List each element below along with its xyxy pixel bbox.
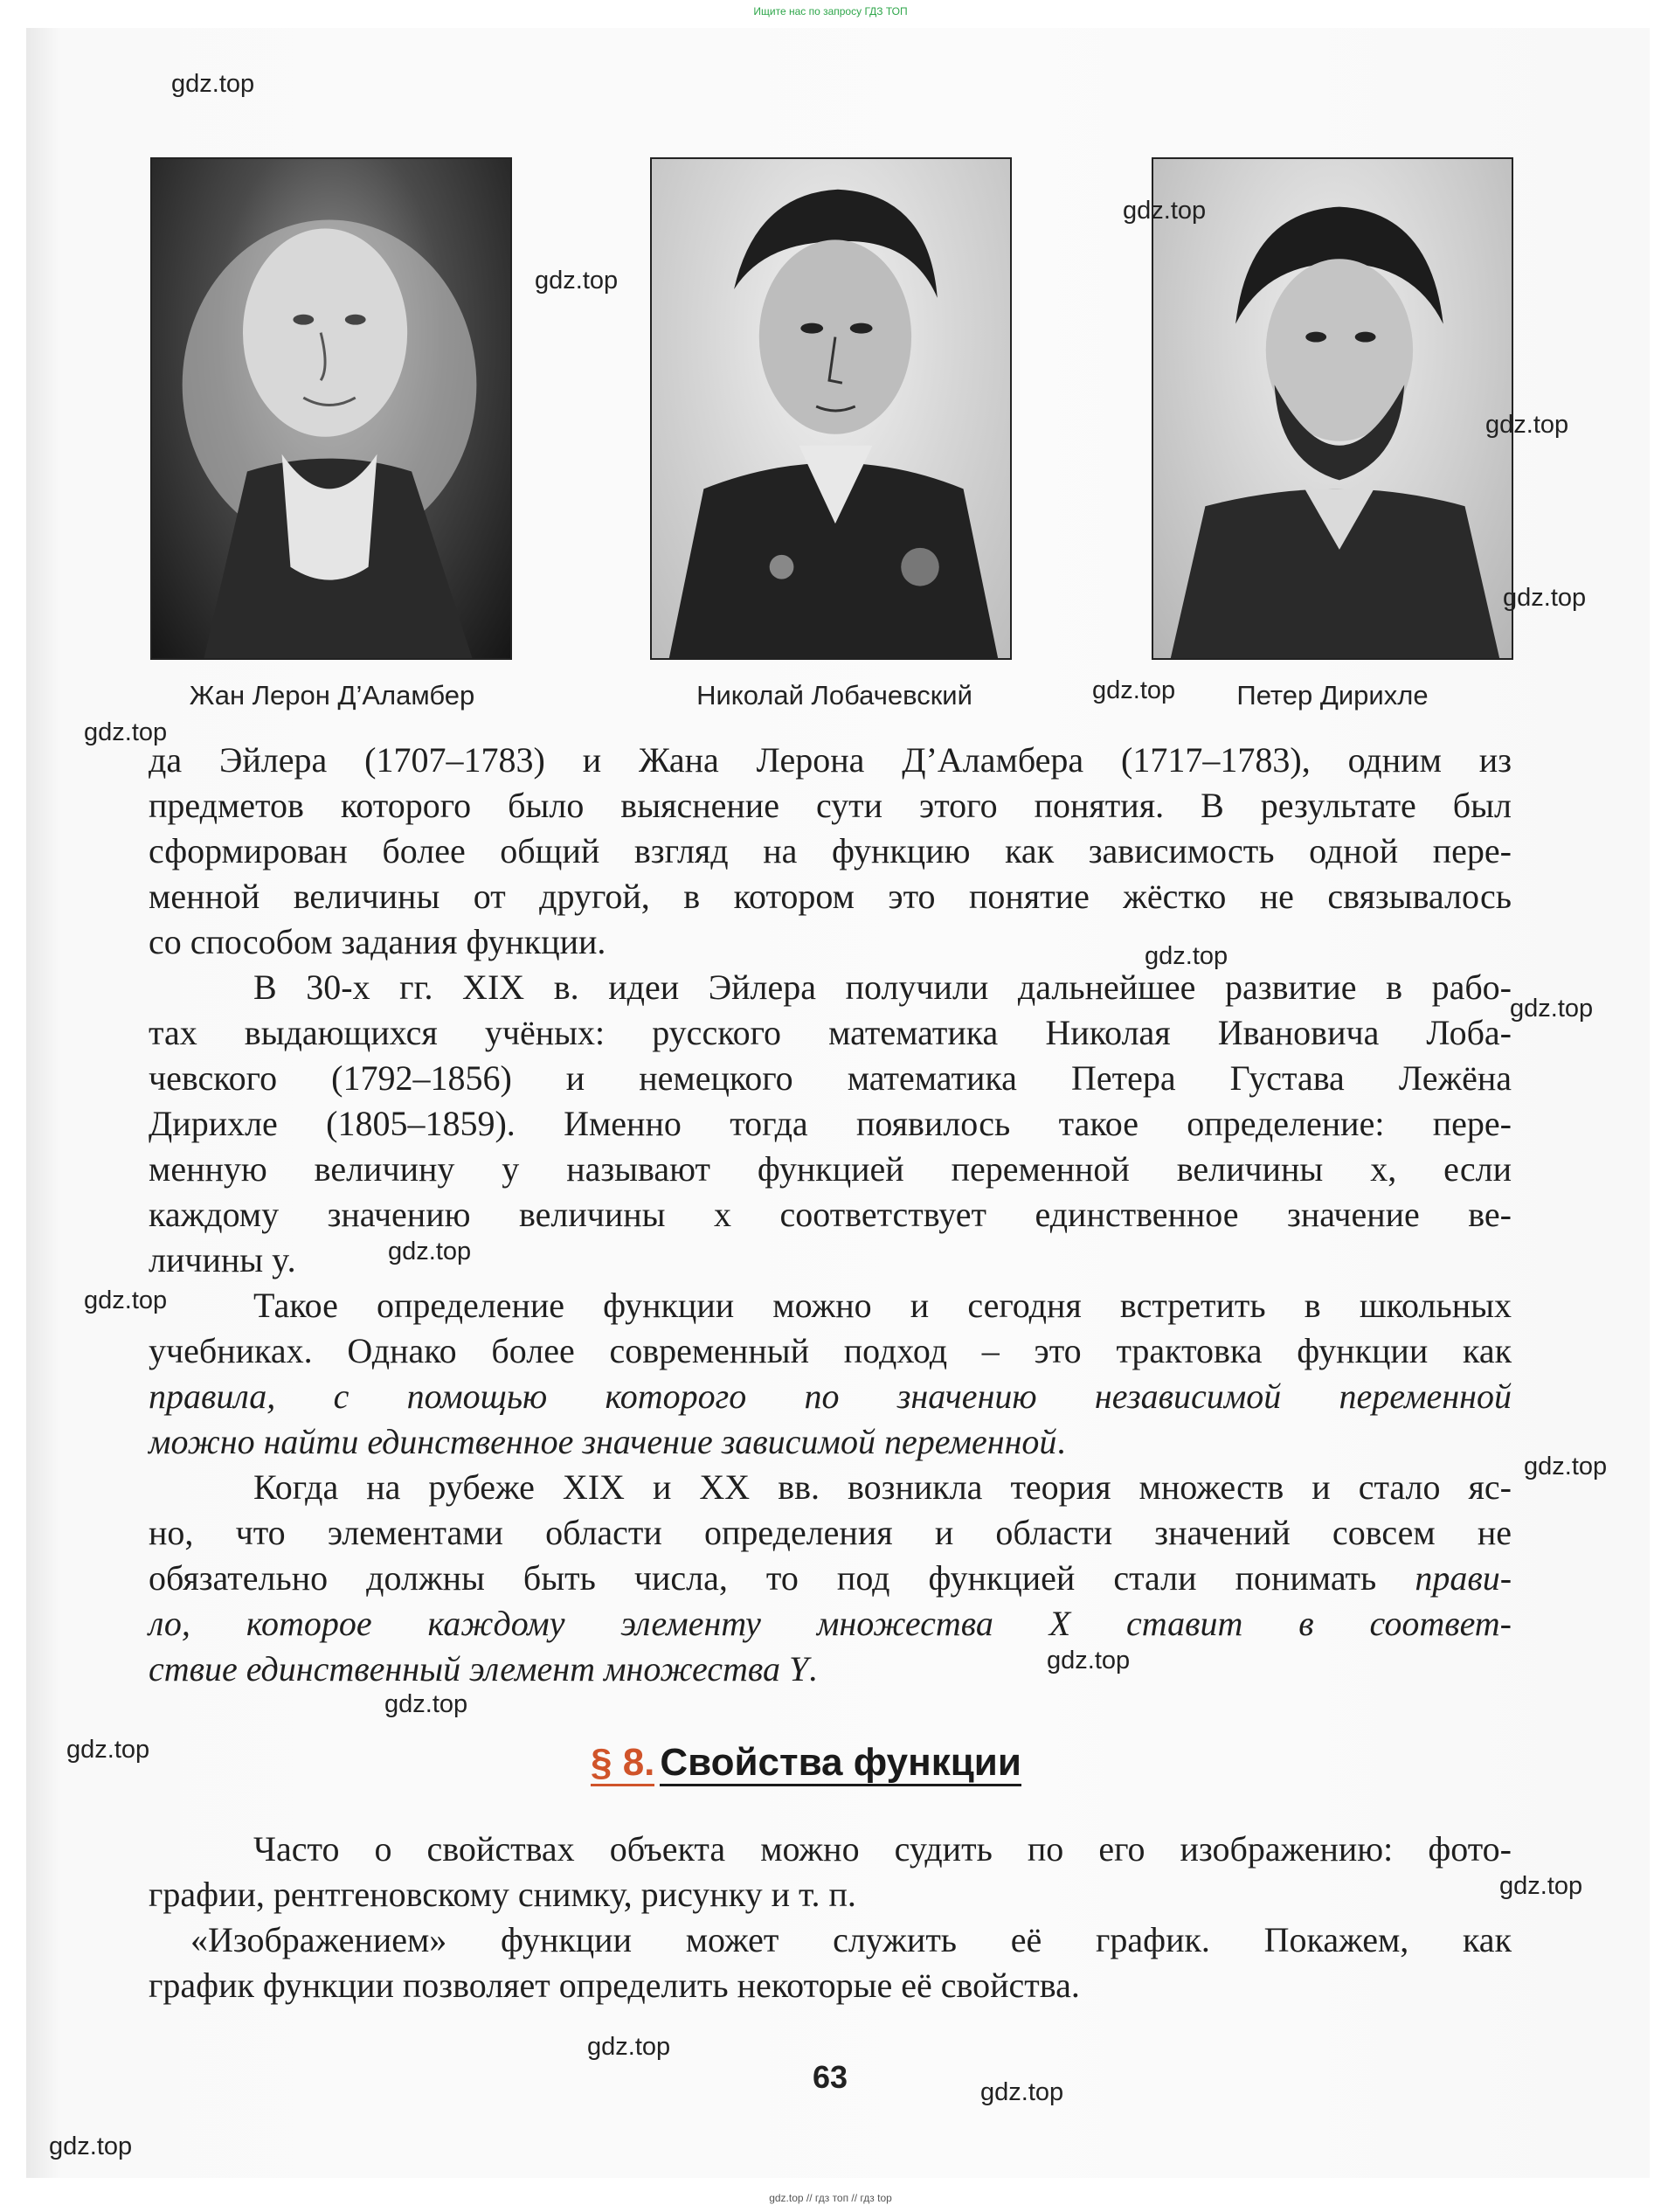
- text-line: каждому значению величины x соответствует единственное значение ве-: [149, 1195, 1512, 1234]
- text-line: Дирихле (1805–1859). Именно тогда появилось такое определение: пере-: [149, 1104, 1512, 1143]
- text-line: личины y.: [149, 1240, 296, 1279]
- text-line: да Эйлера (1707–1783) и Жана Лерона Д’Аламбера (1717–1783), одним из: [149, 740, 1512, 780]
- watermark: gdz.top: [1092, 676, 1176, 704]
- italic-text: ствие единственный элемент множества Y: [149, 1649, 809, 1688]
- watermark: gdz.top: [1047, 1647, 1131, 1675]
- watermark: gdz.top: [1123, 197, 1207, 225]
- text-line: учебниках. Однако более современный подход – это трактовка функции как: [149, 1331, 1512, 1370]
- watermark: gdz.top: [1503, 584, 1587, 612]
- portrait-lobachevsky: [650, 157, 1012, 660]
- watermark: gdz.top: [1145, 942, 1228, 970]
- caption-dirichlet: Петер Дирихле: [1236, 680, 1429, 711]
- portrait-dalembert-image: [152, 159, 510, 658]
- watermark: gdz.top: [384, 1690, 468, 1718]
- regular-text: обязательно должны быть числа, то под функцией стали понимать: [149, 1558, 1377, 1598]
- watermark: gdz.top: [587, 2033, 671, 2061]
- text-line: сформирован более общий взгляд на функцию как зависимость одной пере-: [149, 831, 1512, 870]
- watermark: gdz.top: [1499, 1872, 1583, 1900]
- portrait-dirichlet-image: [1153, 159, 1512, 658]
- caption-lobachevsky: Николай Лобачевский: [696, 680, 972, 711]
- text-line: чевского (1792–1856) и немецкого математика Петера Густава Лежёна: [149, 1058, 1512, 1098]
- portrait-lobachevsky-image: [652, 159, 1010, 658]
- text-line: но, что элементами области определения и области значений совсем не: [149, 1513, 1512, 1552]
- text-line: предметов которого было выяснение сути этого понятия. В результате был: [149, 786, 1512, 825]
- watermark: gdz.top: [1524, 1453, 1608, 1480]
- text-line-italic: ло, которое каждому элементу множества X ставит в соответ-: [149, 1604, 1512, 1643]
- watermark: gdz.top: [49, 2132, 133, 2160]
- text-line: менную величину y называют функцией переменной величины x, если: [149, 1149, 1512, 1189]
- bottom-banner: gdz.top // гдз топ // гдз top: [769, 2192, 892, 2204]
- portrait-dalembert: [150, 157, 512, 660]
- watermark: gdz.top: [388, 1238, 472, 1265]
- watermark: gdz.top: [171, 70, 255, 98]
- page-number: 63: [813, 2059, 848, 2095]
- text-line-italic: правила, с помощью которого по значению независимой переменной: [149, 1376, 1512, 1416]
- watermark: gdz.top: [84, 718, 168, 746]
- period: .: [1056, 1422, 1066, 1461]
- section-heading: [591, 1741, 1021, 1785]
- watermark: gdz.top: [535, 267, 619, 295]
- text-line: со способом задания функции.: [149, 922, 606, 961]
- watermark: gdz.top: [66, 1736, 150, 1764]
- section-number: § 8.: [591, 1741, 654, 1786]
- watermark: gdz.top: [1485, 411, 1569, 439]
- text-line: Часто о свойствах объекта можно судить по его изображению: фото-: [253, 1829, 1512, 1869]
- text-line: тах выдающихся учёных: русского математика Николая Ивановича Лоба-: [149, 1013, 1512, 1052]
- text-line: [149, 1556, 1512, 1601]
- caption-dalembert: Жан Лерон Д’Аламбер: [189, 680, 475, 711]
- watermark: gdz.top: [84, 1286, 168, 1314]
- portrait-dirichlet: [1152, 157, 1513, 660]
- period: .: [808, 1649, 818, 1688]
- text-line: Такое определение функции можно и сегодня встретить в школьных: [253, 1286, 1512, 1325]
- watermark: gdz.top: [1510, 995, 1594, 1023]
- text-line: график функции позволяет определить некоторые её свойства.: [149, 1966, 1080, 2005]
- text-line: В 30-х гг. XIX в. идеи Эйлера получили дальнейшее развитие в рабо-: [253, 967, 1512, 1007]
- text-line: [149, 1419, 1512, 1465]
- text-line: Когда на рубеже XIX и XX вв. возникла теория множеств и стало яс-: [253, 1467, 1512, 1507]
- watermark: gdz.top: [980, 2078, 1064, 2106]
- text-line: «Изображением» функции может служить её график. Покажем, как: [190, 1920, 1512, 1959]
- italic-text: можно найти единственное значение зависимой переменной: [149, 1422, 1057, 1461]
- text-line: [149, 1647, 1512, 1692]
- text-line: графии, рентгеновскому снимку, рисунку и т. п.: [149, 1875, 856, 1914]
- top-banner: Ищите нас по запросу ГДЗ ТОП: [753, 5, 908, 17]
- text-line: менной величины от другой, в котором это понятие жёстко не связывалось: [149, 877, 1512, 916]
- section-title: Свойства функции: [660, 1741, 1021, 1786]
- italic-text: прави-: [1415, 1558, 1512, 1598]
